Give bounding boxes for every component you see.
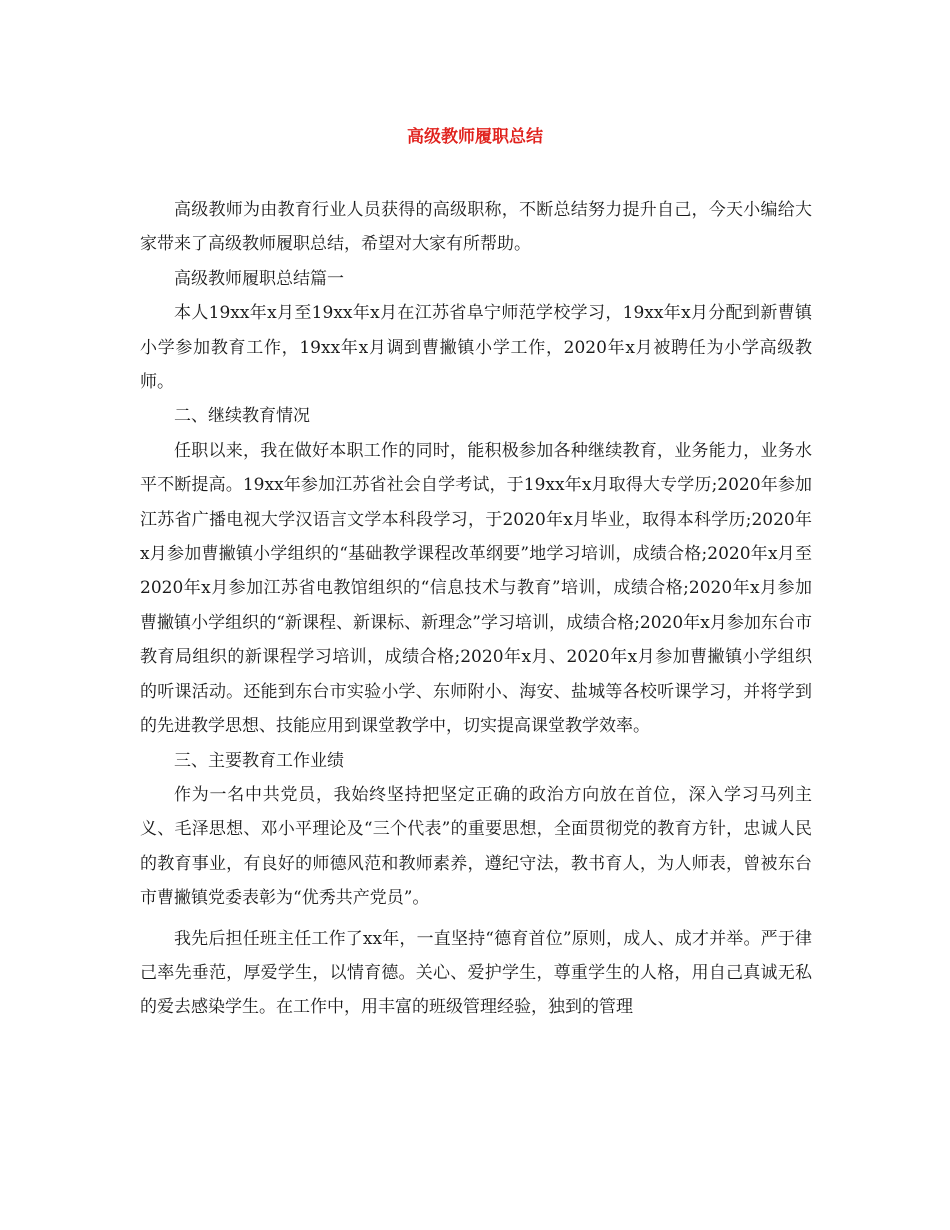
section-heading-part-one: 高级教师履职总结篇一 (174, 268, 344, 289)
section-heading-continuing-education: 二、继续教育情况 (174, 406, 310, 427)
section-heading-achievements: 三、主要教育工作业绩 (174, 750, 344, 771)
paragraph-party-member: 作为一名中共党员，我始终坚持把坚定正确的政治方向放在首位，深入学习马列主义、毛泽思想、邓小平理论及“三个代表”的重要思想，全面贯彻党的教育方针，忠诚人民的教育事业，有良好的师德风范和教师素养，遵纪守法，教书育人，为人师表，曾被东台市曹撇镇党委表彰为“优秀共产党员”。 (140, 784, 812, 909)
paragraph-resume: 本人19xx年x月至19xx年x月在江苏省阜宁师范学校学习，19xx年x月分配到新曹镇小学参加教育工作，19xx年x月调到曹撇镇小学工作，2020年x月被聘任为小学高级教师。 (140, 303, 812, 393)
paragraph-continuing-education: 任职以来，我在做好本职工作的同时，能积极参加各种继续教育，业务能力，业务水平不断提高。19xx年参加江苏省社会自学考试，于19xx年x月取得大专学历;2020年参加江苏省广播电视大学汉语言文学本科段学习，于2020年x月毕业，取得本科学历;2020年x月参加曹撇镇小学组织的“基础教学课程改革纲要”地学习培训，成绩合格;2020年x月至2020年x月参加江苏省电教馆组织的“信息技术与教育”培训，成绩合格;2020年x月参加曹撇镇小学组织的“新课程、新课标、新理念”学习培训，成绩合格;2020年x月参加东台市教育局组织的新课程学习培训，成绩合格;2020年x月、2020年x月参加曹撇镇小学组织的听课活动。还能到东台市实验小学、东师附小、海安、盐城等各校听课学习，并将学到的先进教学思想、技能应用到课堂教学中，切实提高课堂教学效率。 (140, 440, 812, 737)
document-body (140, 193, 812, 1025)
paragraph-intro: 高级教师为由教育行业人员获得的高级职称，不断总结努力提升自己，今天小编给大家带来了高级教师履职总结，希望对大家有所帮助。 (140, 200, 812, 255)
document-title: 高级教师履职总结 (407, 127, 543, 147)
paragraph-class-teacher: 我先后担任班主任工作了xx年，一直坚持“德育首位”原则，成人、成才并举。严于律己率先垂范，厚爱学生，以情育德。关心、爱护学生，尊重学生的人格，用自己真诚无私的爱去感染学生。在工作中，用丰富的班级管理经验，独到的管理 (140, 928, 812, 1018)
